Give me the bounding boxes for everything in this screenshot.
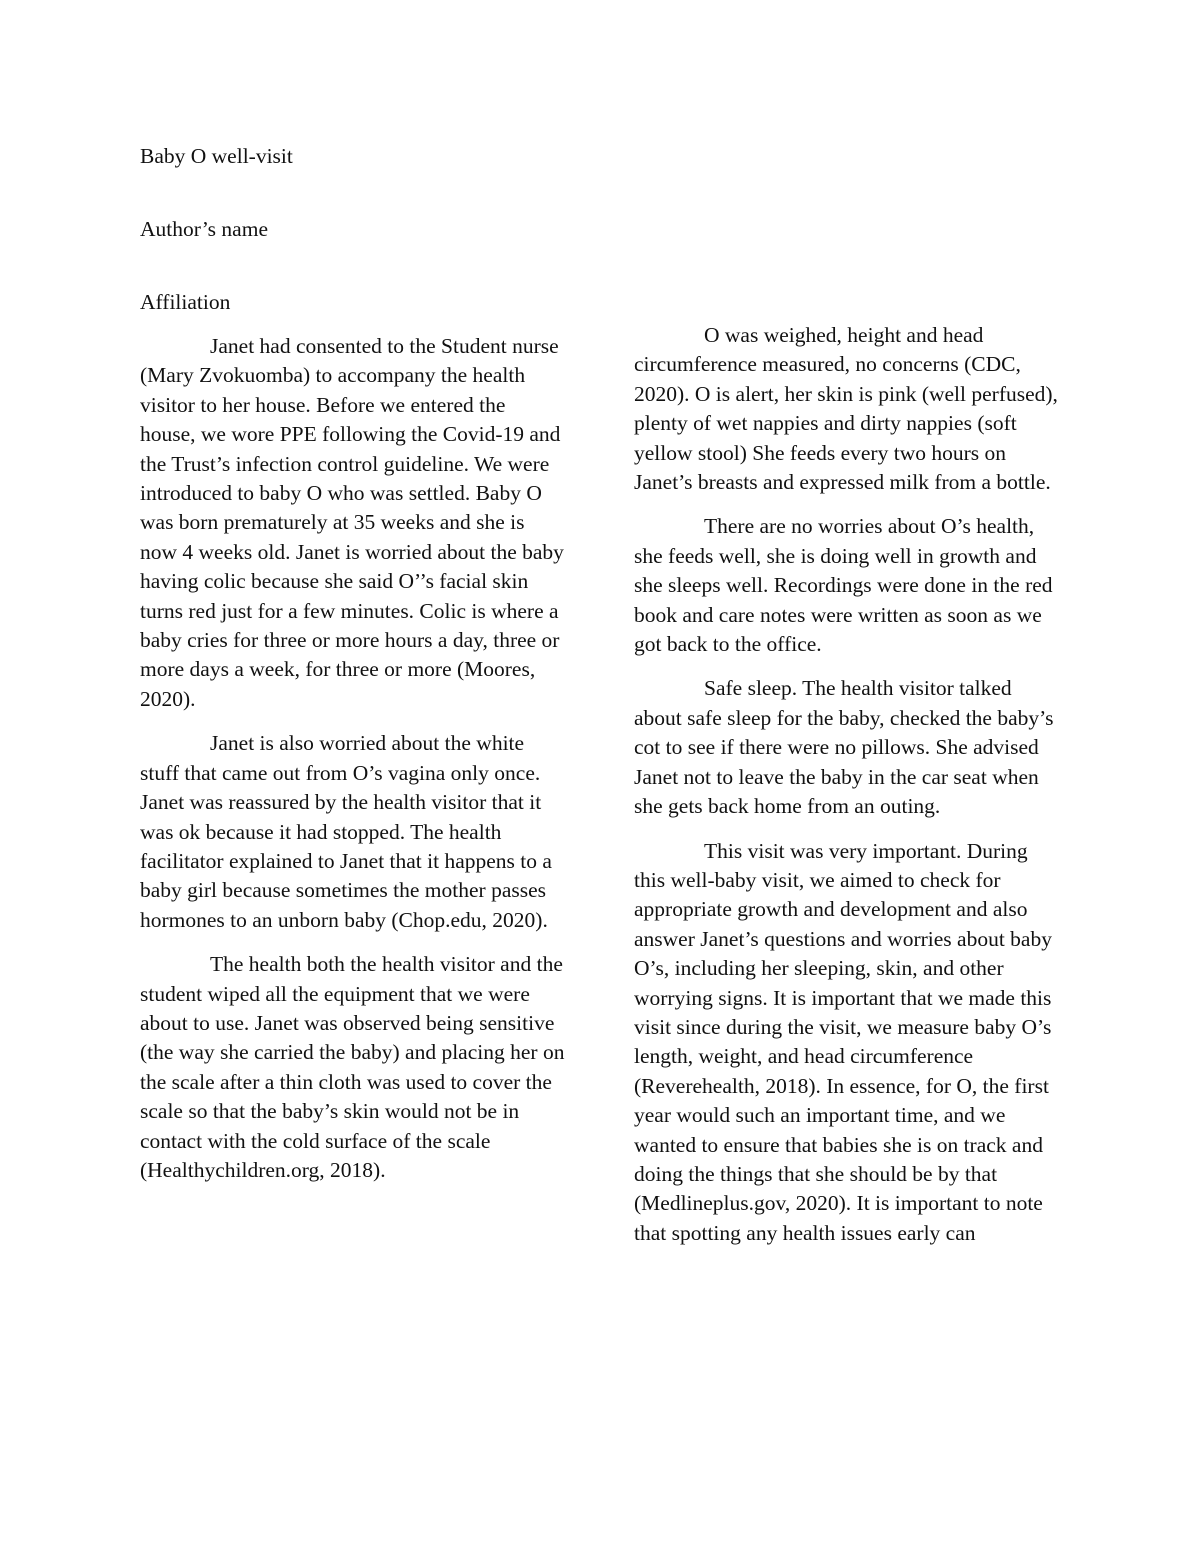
paragraph-consent: Janet had consented to the Student nurse (Mary Zvokuomba) to accompany the health visitor to her house. Before we entered the house, we wore PPE following the Covid-19 and the Trust’s infection control guideline. We were introduced to baby O who was settled. Baby O was born prematurely at 35 weeks and she is now 4 weeks old. Janet is worried about the baby having colic because she said O’’s facial skin turns red just for a few minutes. Colic is where a baby cries for three or more hours a day, three or more days a week, for three or more (Moores, 2020). xyxy=(140,334,564,711)
left-column xyxy=(140,332,565,1200)
paragraph-visit-importance: This visit was very important. During this well-baby visit, we aimed to check for appropriate growth and development and also answer Janet’s questions and worries about baby O’s, including her sleeping, skin, and other worrying signs. It is important that we made this visit since during the visit, we measure baby O’s length, weight, and head circumference (Reverehealth, 2018). In essence, for O, the first year would such an important time, and we wanted to ensure that babies she is on track and doing the things that she should be by that (Medlineplus.gov, 2020). It is important to note that spotting any health issues early can xyxy=(634,838,1052,1245)
document-title: Baby O well-visit xyxy=(140,144,293,168)
paragraph-equipment: The health both the health visitor and the student wiped all the equipment that we were about to use. Janet was observed being sensitive (the way she carried the baby) and placing her on the scale after a thin cloth was used to cover the scale so that the baby’s skin would not be in contact with the cold surface of the scale (Healthychildren.org, 2018). xyxy=(140,952,565,1182)
author-name: Author’s name xyxy=(140,217,268,241)
paragraph-white-discharge: Janet is also worried about the white stuff that came out from O’s vagina only once. Janet was reassured by the health visitor that it was ok because it had stopped. The health facilitator explained to Janet that it happens to a baby girl because sometimes the mother passes hormones to an unborn baby (Chop.edu, 2020). xyxy=(140,731,552,932)
author-affiliation: Affiliation xyxy=(140,290,231,314)
paragraph-safe-sleep: Safe sleep. The health visitor talked about safe sleep for the baby, checked the baby’s cot to see if there were no pillows. She advised Janet not to leave the baby in the car seat when she gets back home from an outing. xyxy=(634,676,1054,819)
paragraph-no-worries: There are no worries about O’s health, she feeds well, she is doing well in growth and she sleeps well. Recordings were done in the red book and care notes were written as soon as we got back to the office. xyxy=(634,514,1053,657)
paragraph-measurements: O was weighed, height and head circumference measured, no concerns (CDC, 2020). O is alert, her skin is pink (well perfused), plenty of wet nappies and dirty nappies (soft yellow stool) She feeds every two hours on Janet’s breasts and expressed milk from a bottle. xyxy=(634,323,1058,495)
right-column xyxy=(634,321,1062,1263)
